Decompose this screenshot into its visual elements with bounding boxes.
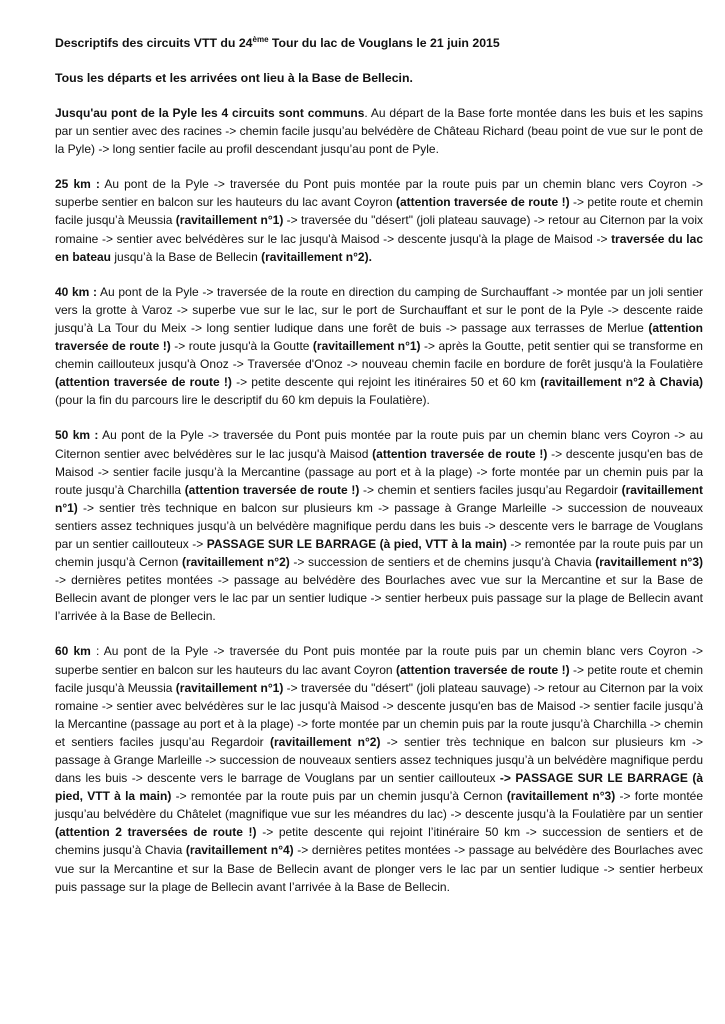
text-segment: Au pont de la Pyle -> traversée du Pont puis montée par la route puis par un chemin blanc vers Coyron -> superbe sentier en balcon sur les hauteurs du lac avant Coyron [55,177,703,210]
bold-segment: (attention traversée de route !) [55,320,703,354]
circuit-40km-paragraph [55,283,703,410]
text-segment: -> route jusqu'à la Goutte [170,339,313,354]
bold-segment: (ravitaillement n°2) [269,734,381,749]
text-segment: (pour la fin du parcours lire le descriptif du 60 km depuis la Foulatière). [55,393,430,408]
bold-segment: (ravitaillement n°1) [312,339,421,354]
intro-paragraph [55,104,703,158]
bold-segment: (ravitaillement n°2) [181,555,290,570]
text-segment: jusqu’à la Base de Bellecin [111,249,262,264]
bold-segment: (ravitaillement n°4) [185,843,294,858]
title-text: Descriptifs des circuits VTT du 24 [55,36,253,50]
circuit-40km-lead: 40 km : [55,284,98,299]
title-text-end: Tour du lac de Vouglans le 21 juin 2015 [268,36,500,50]
intro-text: . Au départ de la Base forte montée dans les buis et les sapins par un sentier avec des racines -> chemin facile jusqu’au belvédère de Château Richard (beau point de vue sur le pont de la Pyle) -> long sentier facile au profil descendant jusqu’au pont de Pyle. [55,106,704,157]
text-segment: -> petite route et chemin facile jusqu’à Meussia [55,195,704,228]
text-segment: -> remontée par la route puis par un chemin jusqu’à Cernon [171,789,507,804]
bold-segment: (attention 2 traversées de route !) [55,825,257,840]
text-segment: -> petite route et chemin facile jusqu’à Meussia [55,662,704,695]
text-segment: Au pont de la Pyle -> traversée de la route en direction du camping de Surchauffant -> montée par un joli sentier vers la grotte à Varoz -> superbe vue sur le lac, sur le port de Surchauffant et sur le pont de la Pyle -> descente raide jusqu’à La Tour du Meix -> long sentier ludique dans une forêt de buis -> passage aux terrasses de Merlue [55,284,704,335]
text-segment: -> traversée du "désert" (joli plateau sauvage) -> retour au Citernon par la voix romaine -> sentier avec belvédères sur le lac jusqu'à Maisod -> descente jusqu'en bas de Maisod -> sentier facile jusqu’à la Mercantine (passage au port et à la plage) -> forte montée par un chemin puis par la route jusqu’à Charchilla -> chemin et sentiers faciles jusqu’au Regardoir [55,680,704,749]
circuit-50km-paragraph [55,426,703,625]
text-segment: -> chemin et sentiers faciles jusqu’au Regardoir [359,482,622,497]
text-segment: -> dernières petites montées -> passage au belvédère des Bourlaches avec vue sur la Mercantine et sur la Base de Bellecin avant de plonger vers le lac par un sentier ludique -> sentier herbeux puis passage sur la plage de Bellecin avant l’arrivée à la Base de Bellecin. [55,573,703,624]
bold-segment: (ravitaillement n°1) [55,482,703,515]
text-segment: -> descente jusqu'en bas de Maisod -> sentier facile jusqu’à la Mercantine (passage au port et à la plage) -> forte montée par un chemin puis par la route jusqu’à Charchilla [55,446,703,497]
title-superscript: ème [252,34,269,44]
text-segment: -> petite descente qui rejoint les itinéraires 50 et 60 km [231,375,541,390]
text-segment: -> traversée du "désert" (joli plateau sauvage) -> retour au Citernon par la voix romaine -> sentier avec belvédères sur le lac jusqu'à Maisod -> descente jusqu'à la plage de Maisod -> [55,213,704,246]
bold-segment: traversée du lac en bateau [55,231,703,264]
bold-segment: -> PASSAGE SUR LE BARRAGE (à pied, VTT à la main) [55,771,703,804]
text-segment: -> dernières petites montées -> passage au belvédère des Bourlaches avec vue sur la Mercantine et sur la Base de Bellecin avant de plonger vers le lac par un sentier ludique -> sentier herbeux puis passage sur la plage de Bellecin avant l’arrivée à la Base de Bellecin. [55,843,703,894]
text-segment: Au pont de la Pyle -> traversée du Pont puis montée par la route puis par un chemin blanc vers Coyron -> au Citernon sentier avec belvédères sur le lac jusqu'à Maisod [55,428,704,461]
bold-segment: (ravitaillement n°3) [506,789,616,804]
bold-segment: (ravitaillement n°1) [175,213,284,228]
text-segment: -> sentier très technique en balcon sur plusieurs km -> passage à Grange Marleille -> succession de nouveaux sentiers assez techniques jusqu’à un belvédère magnifique perdu dans les buis -> descente vers le barrage de Vouglans par un sentier caillouteux [55,734,704,786]
text-segment: -> sentier très technique en balcon sur plusieurs km -> passage à Grange Marleille -> succession de nouveaux sentiers assez techniques jusqu’à un belvédère magnifique perdu dans les buis -> descente vers le barrage de Vouglans par un sentier caillouteux -> [55,500,703,551]
circuit-25km-lead: 25 km : [55,177,100,192]
circuit-60km-lead: 60 km [55,644,91,659]
bold-segment: (attention traversée de route !) [372,446,548,461]
bold-segment: (attention traversée de route !) [395,662,570,677]
bold-segment: (ravitaillement n°2 à Chavia) [540,375,703,390]
bold-segment: (attention traversée de route !) [395,195,570,210]
bold-segment: (attention traversée de route !) [55,375,232,390]
text-segment: -> après la Goutte, petit sentier qui se transforme en chemin caillouteux jusqu'à Onoz -> Traversée d'Onoz -> nouveau chemin facile en bordure de forêt jusqu'à la Foulatière [55,339,703,372]
intro-lead: Jusqu'au pont de la Pyle les 4 circuits sont communs [55,106,365,120]
bold-segment: (ravitaillement n°2). [261,249,372,264]
text-segment: : Au pont de la Pyle -> traversée du Pont puis montée par la route puis par un chemin blanc vers Coyron -> superbe sentier en balcon sur les hauteurs du lac avant Coyron [55,644,704,677]
text-segment: -> petite descente qui rejoint l’itinéraire 50 km -> succession de sentiers et de chemins jusqu’à Chavia [55,825,703,858]
bold-segment: (ravitaillement n°3) [595,555,704,570]
text-segment: -> forte montée jusqu’au belvédère du Châtelet (magnifique vue sur les méandres du lac) -> descente jusqu’à la Foulatière par un sentier [55,789,704,822]
bold-segment: PASSAGE SUR LE BARRAGE (à pied, VTT à la main) [206,536,507,551]
circuit-25km-paragraph [55,175,703,265]
document-subtitle: Tous les départs et les arrivées ont lieu à la Base de Bellecin. [55,71,413,85]
circuit-60km-paragraph [55,642,703,895]
text-segment: -> remontée par la route puis par un chemin jusqu’à Cernon [55,536,703,570]
document-title [55,34,703,52]
text-segment: -> succession de sentiers et de chemins jusqu’à Chavia [289,555,596,570]
circuit-50km-lead: 50 km : [55,428,99,443]
bold-segment: (ravitaillement n°1) [175,680,284,695]
bold-segment: (attention traversée de route !) [184,482,360,497]
